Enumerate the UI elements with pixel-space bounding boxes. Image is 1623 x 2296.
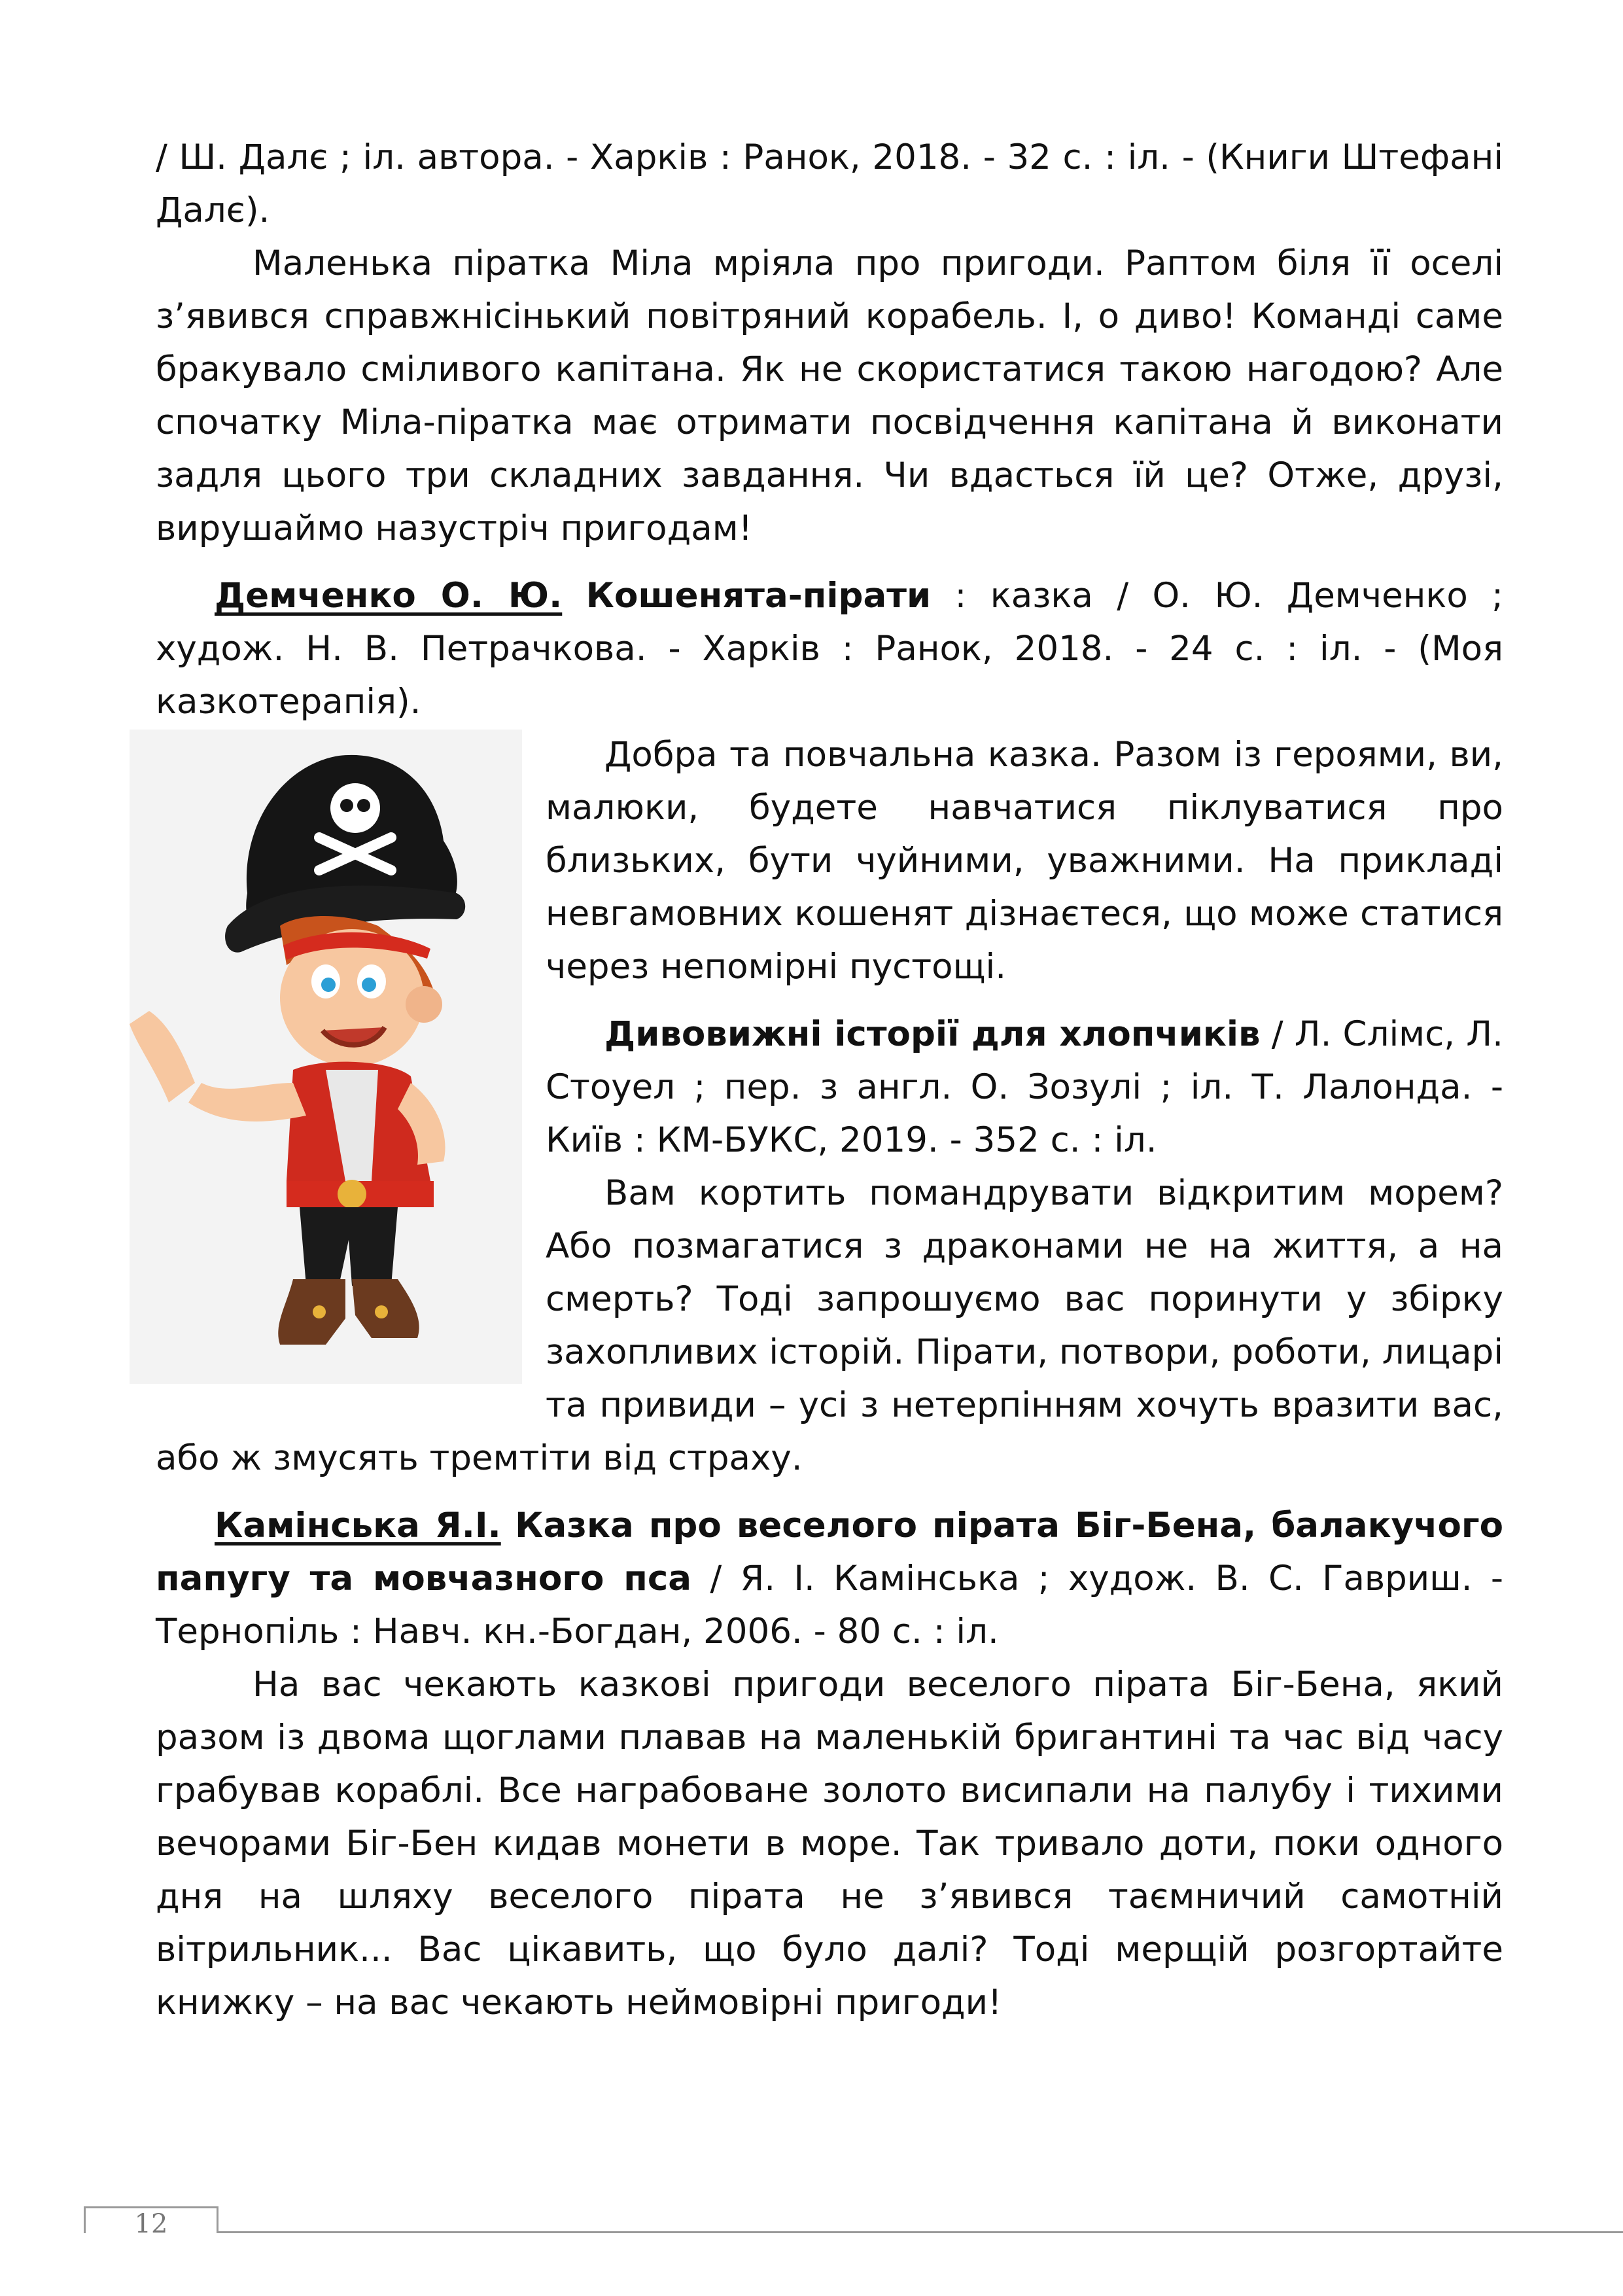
entry-citation: : казка / О. Ю. Демченко ; худож. Н. В. Петрачкова. - Харків : Ранок, 2018. - 24 с. : іл. - (Моя казкотерапія).	[156, 576, 1504, 722]
pirate-boy-illustration	[130, 730, 522, 1384]
entry-demchenko-annotation: Добра та повчальна казка. Разом із героями, ви, малюки, будете навчатися піклуватися про близьких, бути чуйними, уважними. На прикладі невгамовних кошенят дізнаєтеся, що може статися через непомірні пустощі.	[546, 735, 1503, 987]
entry-author: Демченко О. Ю.	[215, 576, 563, 616]
continued-citation: / Ш. Далє ; іл. автора. - Харків : Ранок, 2018. - 32 с. : іл. - (Книги Штефані Далє).	[156, 137, 1503, 230]
entry-citation: / Я. І. Камінська ; худож. В. С. Гавриш. - Тернопіль : Навч. кн.-Богдан, 2006. - 80 с. : іл.	[156, 1559, 1503, 1651]
text-column	[156, 131, 1503, 2029]
entry-citation: / Л. Слімс, Л. Стоуел ; пер. з англ. О. Зозулі ; іл. Т. Лалонда. - Київ : КМ-БУКС, 2019. - 352 с. : іл.	[546, 1014, 1503, 1160]
entry-demchenko	[156, 569, 1503, 728]
entry-kaminska-annotation: На вас чекають казкові пригоди веселого пірата Біг-Бена, який разом із двома щоглами плавав на маленькій бригантині та час від часу грабував кораблі. Все награбоване золото висипали на палубу і тихими вечорами Біг-Бен кидав монети в море. Так тривало доти, поки одного дня на шляху веселого пірата не з’явився таємничий самотній вітрильник... Вас цікавить, що було далі? Тоді мерщій розгортайте книжку – на вас чекають неймовірні пригоди!	[156, 1665, 1503, 2022]
entry-author: Камінська Я.І.	[215, 1506, 501, 1545]
pirate-icon	[130, 730, 522, 1384]
page-number: 12	[134, 2209, 168, 2239]
entry-title: Дивовижні історії для хлопчиків	[604, 1014, 1261, 1054]
entry-kaminska	[156, 1499, 1503, 1658]
entry-title: Кошенята-пірати	[585, 576, 932, 616]
continued-annotation: Маленька піратка Міла мріяла про пригоди. Раптом біля її оселі з’явився справжнісінький повітряний корабель. І, о диво! Команді саме бракувало сміливого капітана. Як не скористатися такою нагодою? Але спочатку Міла-піратка має отримати посвідчення капітана й виконати задля цього три складних завдання. Чи вдасться їй це? Отже, друзі, вирушаймо назустріч пригодам!	[156, 243, 1503, 548]
footer-rule	[84, 2231, 1623, 2233]
entry-dyvovyzhni-annotation: Вам кортить помандрувати відкритим морем? Або позмагатися з драконами не на життя, а на смерть? Тоді запрошуємо вас поринути у збірку захопливих історій. Пірати, потвори, роботи, лицарі та привиди – усі з нетерпінням хочуть вразити вас, або ж змусять тремтіти від страху.	[156, 1173, 1503, 1478]
entry-title: Казка про веселого пірата Біг-Бена, балакучого папугу та мовчазного пса	[156, 1506, 1503, 1598]
